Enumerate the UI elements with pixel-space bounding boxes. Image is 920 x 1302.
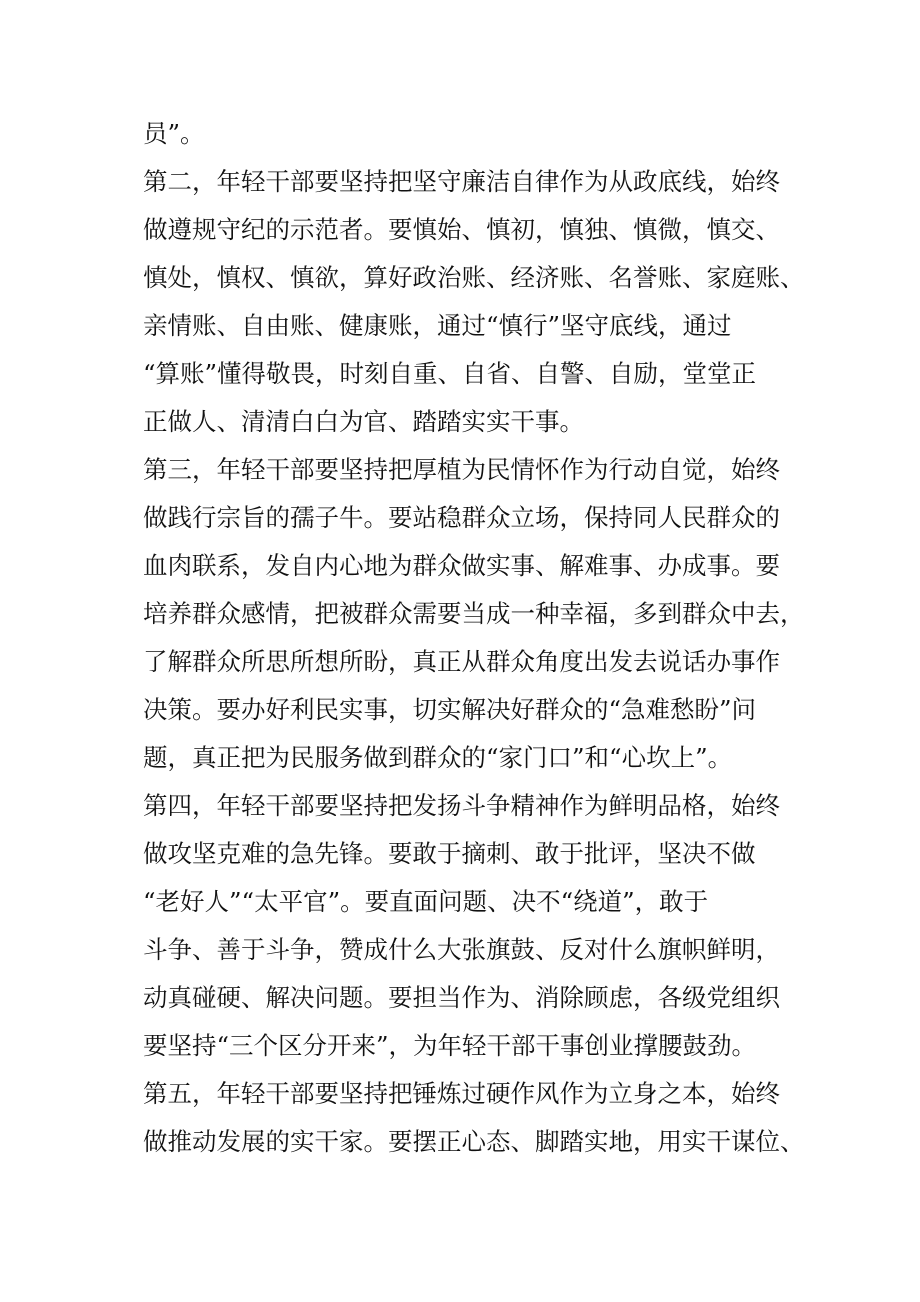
text-line-5: 亲情账、自由账、健康账，通过“慎行”坚守底线，通过 (143, 311, 732, 340)
text-line-7: 正做人、清清白白为官、踏踏实实干事。 (143, 407, 584, 436)
text-line-16: 做攻坚克难的急先锋。要敢于摘刺、敢于批评，坚决不做 (143, 839, 756, 868)
text-line-6: “算账”懂得敬畏，时刻自重、自省、自警、自励，堂堂正 (143, 359, 757, 388)
text-line-2: 第二，年轻干部要坚持把坚守廉洁自律作为从政底线，始终 (143, 167, 780, 196)
text-line-21: 第五，年轻干部要坚持把锤炼过硬作风作为立身之本，始终 (143, 1079, 780, 1108)
text-line-19: 动真碰硬、解决问题。要担当作为、消除顾虑，各级党组织 (143, 983, 780, 1012)
text-line-8: 第三，年轻干部要坚持把厚植为民情怀作为行动自觉，始终 (143, 455, 780, 484)
text-line-17: “老好人”“太平官”。要直面问题、决不“绕道”，敢于 (143, 887, 709, 916)
text-line-11: 培养群众感情，把被群众需要当成一种幸福，多到群众中去， (143, 599, 805, 628)
text-line-13: 决策。要办好利民实事，切实解决好群众的“急难愁盼”问 (143, 695, 757, 724)
text-line-22: 做推动发展的实干家。要摆正心态、脚踏实地，用实干谋位、 (143, 1127, 805, 1156)
text-line-14: 题，真正把为民服务做到群众的“家门口”和“心坎上”。 (143, 743, 733, 772)
text-line-18: 斗争、善于斗争，赞成什么大张旗鼓、反对什么旗帜鲜明， (143, 935, 780, 964)
text-line-1: 员”。 (143, 119, 205, 148)
text-line-20: 要坚持“三个区分开来”，为年轻干部干事创业撑腰鼓劲。 (143, 1031, 757, 1060)
text-line-4: 慎处，慎权、慎欲，算好政治账、经济账、名誉账、家庭账、 (143, 263, 805, 292)
text-line-15: 第四，年轻干部要坚持把发扬斗争精神作为鲜明品格，始终 (143, 791, 780, 820)
text-line-9: 做践行宗旨的孺子牛。要站稳群众立场，保持同人民群众的 (143, 503, 780, 532)
text-line-3: 做遵规守纪的示范者。要慎始、慎初，慎独、慎微，慎交、 (143, 215, 780, 244)
text-line-10: 血肉联系，发自内心地为群众做实事、解难事、办成事。要 (143, 551, 780, 580)
text-line-12: 了解群众所思所想所盼，真正从群众角度出发去说话办事作 (143, 647, 780, 676)
